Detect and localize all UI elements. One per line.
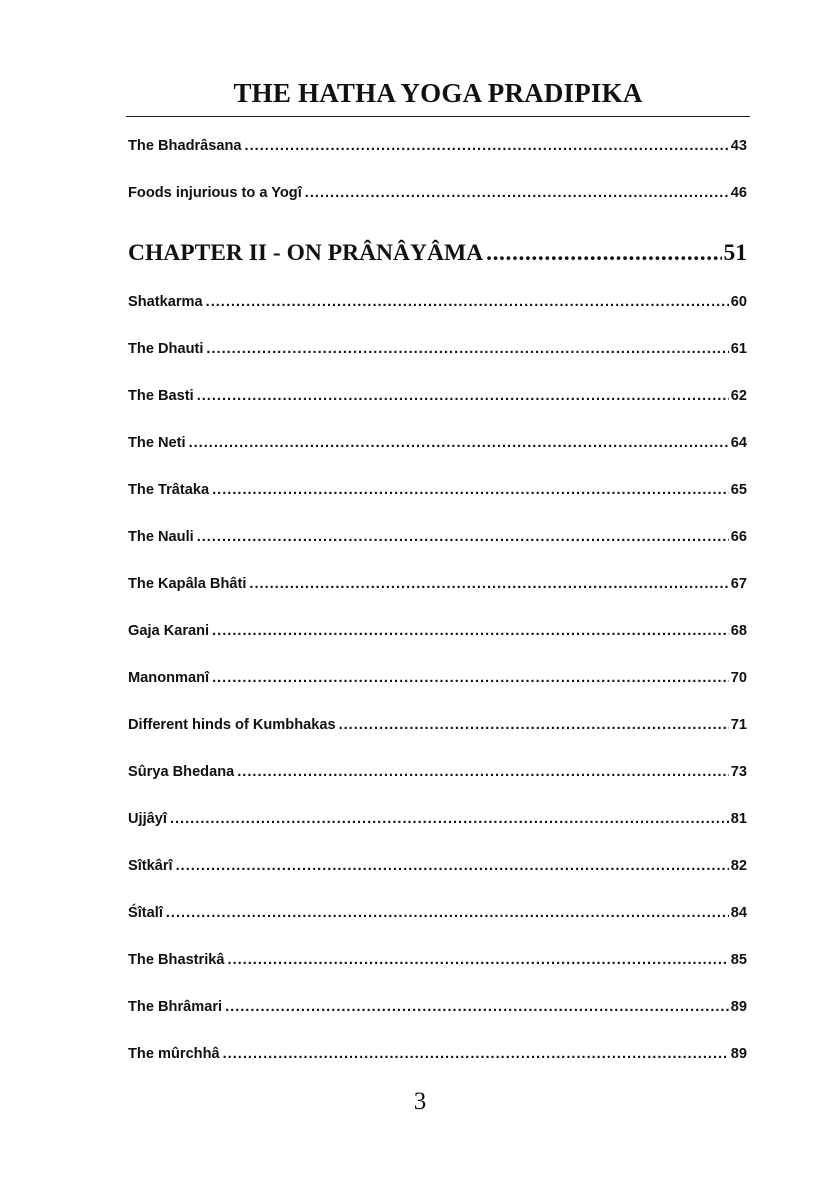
dot-leader (166, 903, 729, 923)
toc-entry-label: Sûrya Bhedana (128, 764, 235, 780)
toc-entry-label: The Nauli (128, 529, 194, 545)
toc-entry-page: 68 (730, 623, 747, 639)
toc-entry-page: 82 (730, 858, 747, 874)
toc-entry-label: The Trâtaka (128, 482, 210, 498)
dot-leader (228, 950, 729, 970)
toc-entry-page: 66 (730, 529, 747, 545)
toc-entry[interactable] (128, 997, 747, 1017)
toc-entry-label: The Dhauti (128, 341, 204, 357)
toc-entry-page: 64 (730, 435, 747, 451)
toc-entry-label: The Bhadrâsana (128, 138, 242, 154)
dot-leader (339, 715, 729, 735)
toc-entry-page: 61 (730, 341, 747, 357)
toc-chapter-entry[interactable] (128, 238, 747, 268)
toc-entry[interactable] (128, 950, 747, 970)
toc-entry-label: Gaja Karani (128, 623, 210, 639)
toc-entry[interactable] (128, 527, 747, 547)
toc-entry-label: Shatkarma (128, 294, 203, 310)
toc-entry[interactable] (128, 762, 747, 782)
toc-entry-label: Manonmanî (128, 670, 210, 686)
dot-leader (249, 574, 728, 594)
toc-entry-page: 89 (730, 1046, 747, 1062)
toc-entry-label: The Basti (128, 388, 194, 404)
dot-leader (212, 480, 729, 500)
toc-entry-page: 84 (730, 905, 747, 921)
toc-entry[interactable] (128, 668, 747, 688)
dot-leader (189, 433, 729, 453)
dot-leader (305, 183, 729, 203)
toc-entry-label: The Bhrâmari (128, 999, 223, 1015)
dot-leader (245, 136, 729, 156)
toc-entry-page: 62 (730, 388, 747, 404)
dot-leader (206, 339, 728, 359)
toc-entry-label: The mûrchhâ (128, 1046, 220, 1062)
dot-leader (197, 527, 729, 547)
toc-entry[interactable] (128, 480, 747, 500)
toc-entry[interactable] (128, 386, 747, 406)
running-header-title: THE HATHA YOGA PRADIPIKA (233, 78, 643, 108)
dot-leader (206, 292, 729, 312)
toc-entry-page: 67 (730, 576, 747, 592)
toc-entry[interactable] (128, 183, 747, 203)
toc-entry-page: 85 (730, 952, 747, 968)
toc-entry[interactable] (128, 339, 747, 359)
toc-entry[interactable] (128, 1044, 747, 1064)
dot-leader (170, 809, 729, 829)
toc-entry[interactable] (128, 715, 747, 735)
dot-leader (212, 668, 729, 688)
toc-entry-page: 70 (730, 670, 747, 686)
toc-entry[interactable] (128, 809, 747, 829)
toc-entry[interactable] (128, 292, 747, 312)
toc-entry-label: Śîtalî (128, 905, 163, 921)
toc-entry-label: The Bhastrikâ (128, 952, 225, 968)
dot-leader (486, 238, 721, 268)
dot-leader (197, 386, 729, 406)
toc-entry-page: 43 (730, 138, 747, 154)
dot-leader (212, 621, 729, 641)
toc-entry-label: The Kapâla Bhâti (128, 576, 247, 592)
toc-entry[interactable] (128, 903, 747, 923)
page-number: 3 (413, 1088, 427, 1115)
toc-chapter-page: 51 (723, 240, 747, 266)
toc-entry[interactable] (128, 433, 747, 453)
toc-entry-label: Ujjâyî (128, 811, 167, 827)
dot-leader (225, 997, 729, 1017)
toc-entry[interactable] (128, 136, 747, 156)
toc-entry-page: 60 (730, 294, 747, 310)
toc-entry-label: Different hinds of Kumbhakas (128, 717, 336, 733)
header-rule (126, 116, 750, 117)
toc-entry-label: Sîtkârî (128, 858, 173, 874)
toc-entry-page: 81 (730, 811, 747, 827)
dot-leader (176, 856, 729, 876)
toc-entry[interactable] (128, 856, 747, 876)
toc-entry-page: 71 (730, 717, 747, 733)
dot-leader (237, 762, 729, 782)
dot-leader (223, 1044, 729, 1064)
toc-entry[interactable] (128, 574, 747, 594)
toc-entry-label: Foods injurious to a Yogî (128, 185, 302, 201)
toc-entry-page: 89 (730, 999, 747, 1015)
toc-entry-page: 46 (730, 185, 747, 201)
toc-entry-page: 73 (730, 764, 747, 780)
toc-entry[interactable] (128, 621, 747, 641)
toc-entry-page: 65 (730, 482, 747, 498)
toc-entry-label: The Neti (128, 435, 186, 451)
toc-chapter-label: CHAPTER II - ON PRÂNÂYÂMA (128, 240, 484, 266)
